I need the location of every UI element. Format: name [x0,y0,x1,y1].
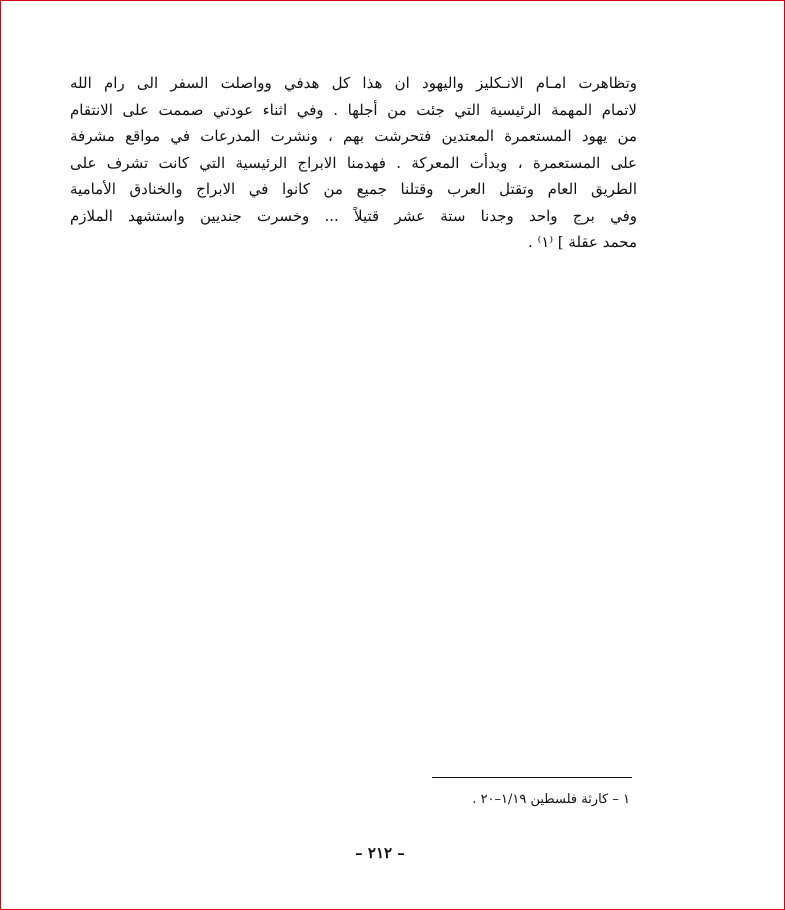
body-line: من يهود المستعمرة المعتدين فتحرشت بهم ، ونشرت المدرعات في مواقع مشرفة [70,127,637,145]
body-paragraph [70,70,637,256]
page-number: – ٢١٢ – [355,844,405,862]
body-line: محمد عقلة ] ⁽١⁾ . [528,233,637,251]
body-line: الطريق العام وتقتل العرب وقتلنا جميع من كانوا في الابراج والخنادق الأمامية [70,180,637,198]
body-line: وتظاهرت امـام الانـكليز واليهود ان هذا كل هدفي وواصلت السفر الى رام الله [70,74,637,92]
body-line: وفي برج واحد وجدنا ستة عشر قتيلاً ... وخسرت جنديين واستشهد الملازم [70,206,637,225]
footnote-divider [432,777,632,778]
footnote: ١ – كارثة فلسطين ١/١٩–٢٠ . [472,792,630,807]
body-line: على المستعمرة ، وبدأت المعركة . فهدمنا الابراج الرئيسية التي كانت تشرف على [70,153,637,172]
body-line: لاتمام المهمة الرئيسية التي جئت من أجلها . وفي اثناء عودتي صممت على الانتقام [70,100,637,119]
